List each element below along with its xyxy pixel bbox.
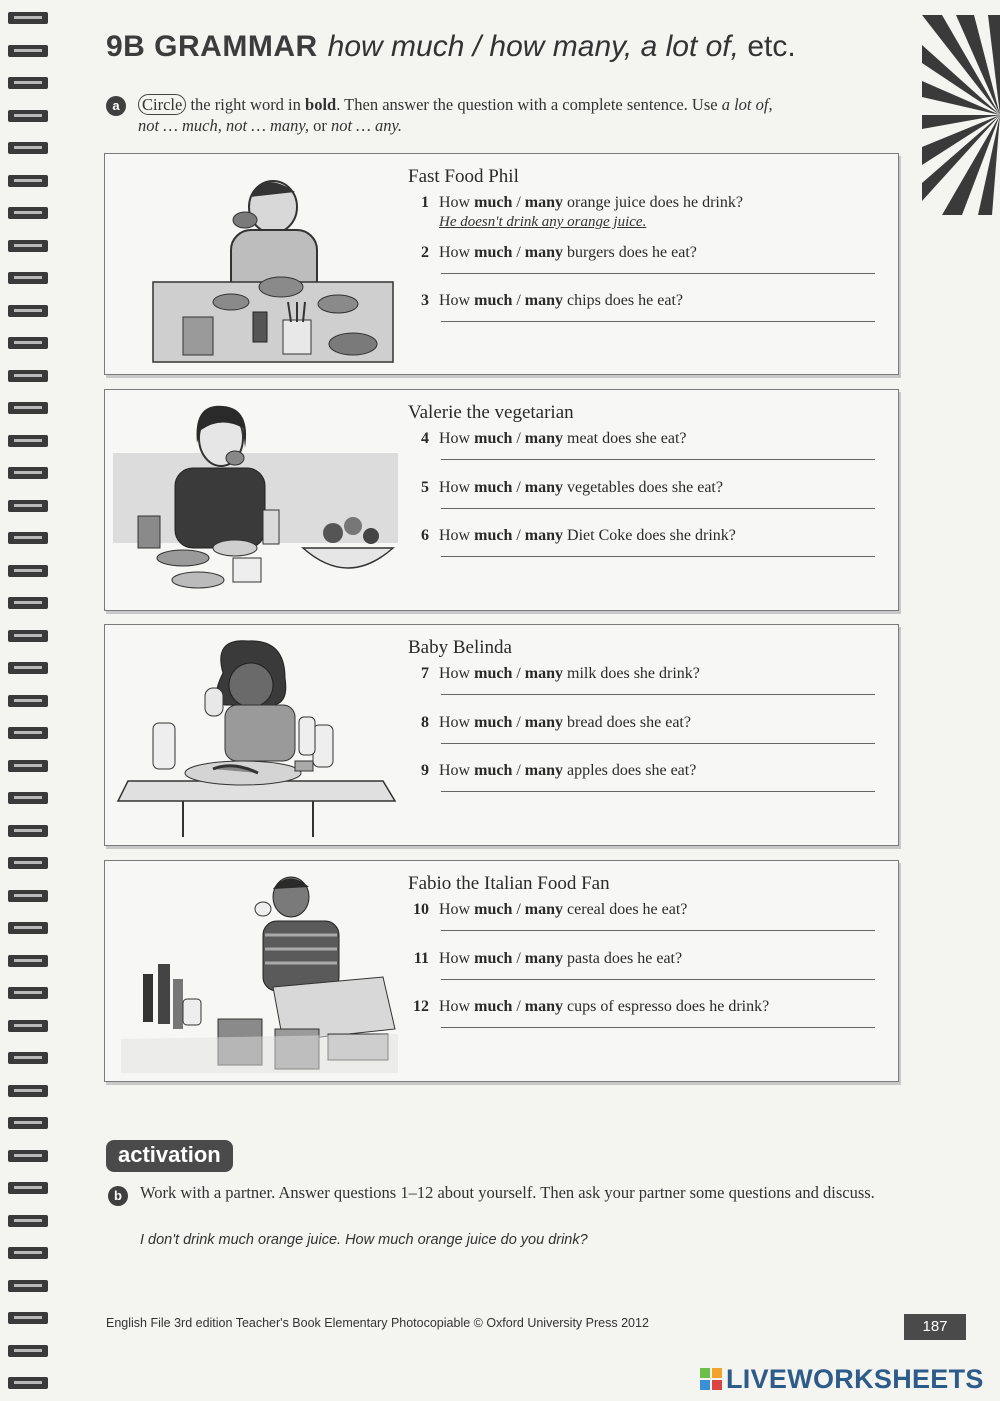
choice-much[interactable]: much — [474, 479, 513, 496]
question-12 — [405, 998, 875, 1038]
q-sep: / — [512, 244, 525, 261]
binding-ring — [8, 597, 48, 609]
answer-line[interactable] — [441, 979, 875, 980]
answer-line[interactable] — [441, 556, 875, 557]
binding-ring — [8, 955, 48, 967]
choice-many[interactable]: many — [524, 901, 564, 918]
question-number: 12 — [413, 998, 429, 1015]
question-9 — [405, 762, 875, 802]
q-sep: / — [512, 950, 525, 967]
question-text — [439, 998, 769, 1016]
panel-baby-belinda — [104, 624, 899, 846]
q-post: bread does she eat? — [563, 714, 691, 731]
choice-much[interactable]: much — [474, 950, 513, 967]
answer-line[interactable] — [441, 930, 875, 931]
choice-many[interactable]: many — [524, 479, 564, 496]
binding-ring — [8, 987, 48, 999]
title-code: 9B GRAMMAR — [106, 30, 318, 63]
binding-ring — [8, 1215, 48, 1227]
binding-ring — [8, 922, 48, 934]
binding-ring — [8, 825, 48, 837]
question-7 — [405, 665, 875, 705]
q-pre: How — [439, 194, 475, 211]
binding-ring — [8, 142, 48, 154]
binding-ring — [8, 1345, 48, 1357]
binding-ring — [8, 695, 48, 707]
binding-ring — [8, 435, 48, 447]
q-sep: / — [512, 998, 525, 1015]
binding-ring — [8, 1280, 48, 1292]
question-3 — [405, 292, 875, 332]
binding-ring — [8, 12, 48, 24]
answer-line[interactable] — [441, 791, 875, 792]
q-sep: / — [512, 430, 525, 447]
q-pre: How — [439, 950, 475, 967]
binding-ring — [8, 1150, 48, 1162]
question-text — [439, 665, 700, 683]
instr-part-2: . Then answer the question with a complete sentence. Use — [336, 95, 722, 114]
q-post: milk does she drink? — [563, 665, 700, 682]
binding-ring — [8, 337, 48, 349]
choice-many[interactable]: many — [524, 244, 564, 261]
question-number: 3 — [421, 292, 429, 309]
binding-ring — [8, 272, 48, 284]
choice-much[interactable]: much — [474, 292, 513, 309]
question-number: 11 — [413, 950, 429, 967]
q-pre: How — [439, 527, 475, 544]
panel-heading: Fast Food Phil — [408, 166, 519, 187]
choice-many[interactable]: many — [524, 527, 564, 544]
choice-much[interactable]: much — [474, 762, 513, 779]
panel-fabio — [104, 860, 899, 1082]
choice-many[interactable]: many — [524, 665, 564, 682]
binding-ring — [8, 370, 48, 382]
title-subtitle — [328, 30, 796, 63]
binding-ring — [8, 727, 48, 739]
q-post: apples does she eat? — [563, 762, 697, 779]
binding-ring — [8, 240, 48, 252]
title-etc: etc. — [747, 30, 796, 63]
binding-ring — [8, 1247, 48, 1259]
binding-ring — [8, 110, 48, 122]
question-text — [439, 194, 743, 212]
valerie-illustration — [113, 398, 398, 602]
binding-ring — [8, 532, 48, 544]
binding-ring — [8, 467, 48, 479]
question-5 — [405, 479, 875, 519]
choice-many[interactable]: many — [524, 950, 564, 967]
example-answer: He doesn't drink any orange juice. — [439, 214, 647, 230]
panel-fast-food-phil — [104, 153, 899, 375]
q-pre: How — [439, 998, 475, 1015]
sunburst-decoration — [922, 15, 1000, 215]
q-post: orange juice does he drink? — [563, 194, 743, 211]
binding-ring — [8, 760, 48, 772]
panel-heading: Fabio the Italian Food Fan — [408, 873, 610, 894]
question-text — [439, 430, 687, 448]
circle-word: Circle — [138, 94, 186, 115]
choice-many[interactable]: many — [524, 430, 564, 447]
q-post: Diet Coke does she drink? — [563, 527, 736, 544]
q-post: vegetables does she eat? — [563, 479, 723, 496]
brand-text: LIVEWORKSHEETS — [726, 1364, 984, 1394]
question-number: 5 — [421, 479, 429, 496]
choice-much[interactable]: much — [474, 665, 513, 682]
panel-valerie — [104, 389, 899, 611]
binding-ring — [8, 207, 48, 219]
question-number: 1 — [421, 194, 429, 211]
binding-ring — [8, 1020, 48, 1032]
question-number: 9 — [421, 762, 429, 779]
q-pre: How — [439, 292, 475, 309]
answer-line[interactable] — [441, 743, 875, 744]
q-pre: How — [439, 430, 475, 447]
question-number: 4 — [421, 430, 429, 447]
binding-ring — [8, 1052, 48, 1064]
choice-much[interactable]: much — [474, 998, 513, 1015]
choice-much[interactable]: much — [474, 194, 513, 211]
q-sep: / — [512, 479, 525, 496]
question-text — [439, 527, 736, 545]
question-2 — [405, 244, 875, 284]
spiral-binding — [0, 0, 52, 1401]
q-post: chips does he eat? — [563, 292, 683, 309]
binding-ring — [8, 792, 48, 804]
footer-credit: English File 3rd edition Teacher's Book Elementary Photocopiable © Oxford University Press 2012 — [106, 1316, 649, 1330]
question-number: 7 — [421, 665, 429, 682]
question-text — [439, 479, 723, 497]
binding-ring — [8, 890, 48, 902]
choice-much[interactable]: much — [474, 430, 513, 447]
binding-ring — [8, 1377, 48, 1389]
page-title — [106, 30, 796, 64]
q-post: cups of espresso does he drink? — [563, 998, 770, 1015]
liveworksheets-logo[interactable] — [700, 1364, 984, 1395]
q-sep: / — [512, 762, 525, 779]
choice-many[interactable]: many — [524, 762, 564, 779]
question-text — [439, 762, 696, 780]
liveworksheets-icon — [700, 1368, 722, 1390]
binding-ring — [8, 565, 48, 577]
answer-line[interactable] — [441, 1027, 875, 1028]
q-post: meat does she eat? — [563, 430, 687, 447]
q-sep: / — [512, 527, 525, 544]
binding-ring — [8, 857, 48, 869]
activation-instructions: Work with a partner. Answer questions 1–12 about yourself. Then ask your partner some questions and discuss. — [140, 1183, 875, 1202]
choice-much[interactable]: much — [474, 714, 513, 731]
q-pre: How — [439, 762, 475, 779]
binding-ring — [8, 305, 48, 317]
binding-ring — [8, 45, 48, 57]
answer-line[interactable] — [441, 273, 875, 274]
q-pre: How — [439, 665, 475, 682]
q-pre: How — [439, 479, 475, 496]
question-text — [439, 244, 697, 262]
section-a-badge: a — [106, 96, 126, 116]
answer-line[interactable] — [441, 459, 875, 460]
instr-bold-word: bold — [305, 95, 337, 114]
q-sep: / — [512, 292, 525, 309]
binding-ring — [8, 1085, 48, 1097]
instr-notany: not … any. — [330, 116, 403, 135]
q-pre: How — [439, 244, 475, 261]
activation-example: I don't drink much orange juice. How much orange juice do you drink? — [140, 1232, 588, 1248]
question-text — [439, 292, 683, 310]
question-11 — [405, 950, 875, 990]
question-number: 8 — [421, 714, 429, 731]
panel-heading: Valerie the vegetarian — [408, 402, 574, 423]
fabio-illustration — [113, 869, 398, 1073]
question-1 — [405, 194, 875, 234]
q-pre: How — [439, 714, 475, 731]
choice-much[interactable]: much — [474, 244, 513, 261]
q-sep: / — [512, 714, 525, 731]
question-text — [439, 950, 682, 968]
question-number: 10 — [413, 901, 429, 918]
binding-ring — [8, 402, 48, 414]
question-10 — [405, 901, 875, 941]
question-text — [439, 901, 687, 919]
question-number: 2 — [421, 244, 429, 261]
section-a-instructions — [138, 94, 898, 136]
q-post: pasta does he eat? — [563, 950, 683, 967]
q-post: burgers does he eat? — [563, 244, 697, 261]
binding-ring — [8, 662, 48, 674]
choice-much[interactable]: much — [474, 527, 513, 544]
binding-ring — [8, 500, 48, 512]
panel-heading: Baby Belinda — [408, 637, 512, 658]
binding-ring — [8, 1117, 48, 1129]
baby-belinda-illustration — [113, 633, 398, 837]
instr-or: or — [308, 116, 331, 135]
choice-many[interactable]: many — [524, 194, 564, 211]
binding-ring — [8, 630, 48, 642]
choice-many[interactable]: many — [524, 714, 564, 731]
instr-part-1: the right word in — [186, 95, 306, 114]
fast-food-phil-illustration — [113, 162, 398, 366]
choice-many[interactable]: many — [524, 292, 564, 309]
binding-ring — [8, 1312, 48, 1324]
binding-ring — [8, 1182, 48, 1194]
title-subtitle-text: how much / how many, a lot of, — [327, 30, 739, 63]
question-6 — [405, 527, 875, 567]
question-text — [439, 714, 691, 732]
q-sep: / — [512, 901, 525, 918]
binding-ring — [8, 175, 48, 187]
question-number: 6 — [421, 527, 429, 544]
instr-alot: a lot of, — [721, 95, 773, 114]
binding-ring — [8, 77, 48, 89]
instr-part-3: not … much, not … many, — [138, 116, 309, 135]
choice-much[interactable]: much — [474, 901, 513, 918]
section-b-badge: b — [108, 1186, 128, 1206]
answer-line[interactable] — [441, 694, 875, 695]
activation-heading: activation — [106, 1140, 233, 1172]
choice-many[interactable]: many — [524, 998, 564, 1015]
question-4 — [405, 430, 875, 470]
answer-line[interactable] — [441, 508, 875, 509]
q-post: cereal does he eat? — [563, 901, 688, 918]
question-8 — [405, 714, 875, 754]
q-sep: / — [512, 194, 525, 211]
q-pre: How — [439, 901, 475, 918]
q-sep: / — [512, 665, 525, 682]
page-number: 187 — [904, 1314, 966, 1340]
answer-line[interactable] — [441, 321, 875, 322]
